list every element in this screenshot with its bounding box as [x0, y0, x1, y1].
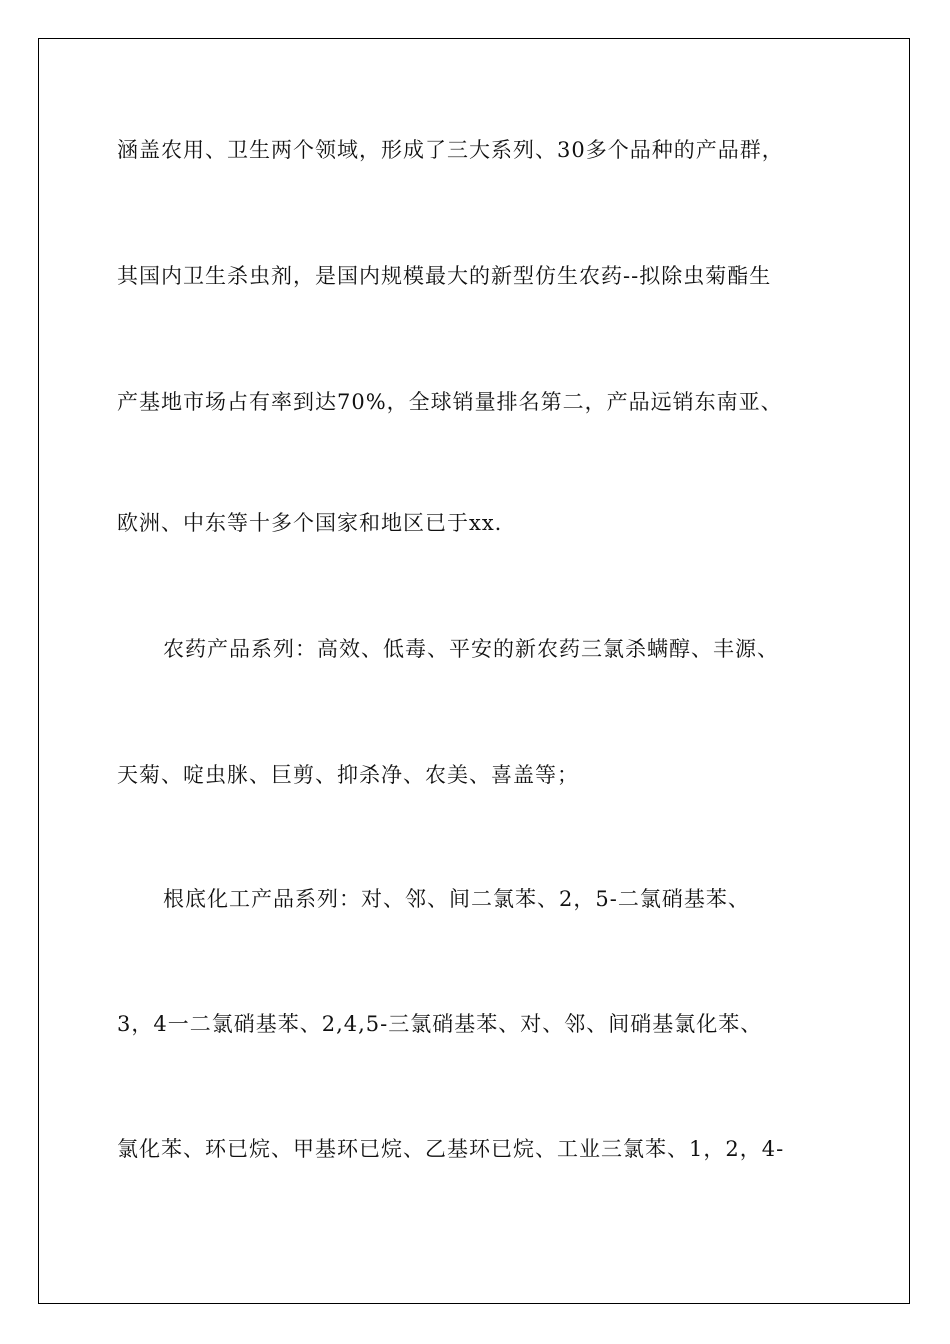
text-line-2: 其国内卫生杀虫剂，是国内规模最大的新型仿生农药--拟除虫菊酯生 — [117, 264, 772, 288]
paragraph-pesticide-series: 农药产品系列：高效、低毒、平安的新农药三氯杀螨醇、丰源、 — [163, 637, 779, 661]
text-line-6: 天菊、啶虫脒、巨剪、抑杀净、农美、喜盖等； — [117, 763, 579, 787]
page-frame — [38, 38, 910, 1304]
text-line-4: 欧洲、中东等十多个国家和地区已于xx. — [117, 511, 503, 535]
text-line-1: 涵盖农用、卫生两个领域，形成了三大系列、30多个品种的产品群， — [117, 138, 784, 162]
text-line-9: 氯化苯、环已烷、甲基环已烷、乙基环已烷、工业三氯苯、1，2，4- — [117, 1137, 785, 1161]
paragraph-chemical-series: 根底化工产品系列：对、邻、间二氯苯、2，5-二氯硝基苯、 — [163, 887, 750, 911]
text-line-3: 产基地市场占有率到达70%，全球销量排名第二，产品远销东南亚、 — [117, 390, 783, 414]
text-line-8: 3，4一二氯硝基苯、2,4,5-三氯硝基苯、对、邻、间硝基氯化苯、 — [117, 1012, 763, 1036]
